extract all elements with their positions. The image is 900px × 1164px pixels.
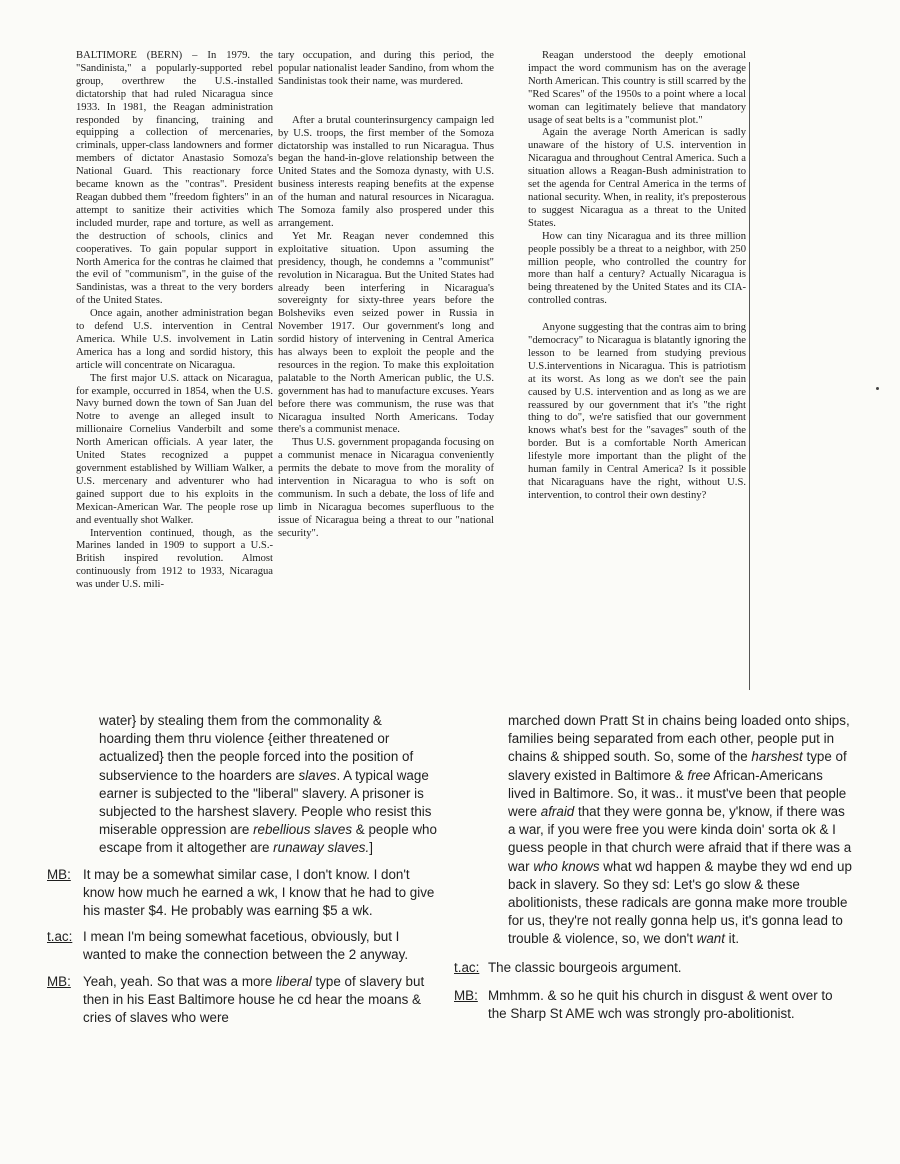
paragraph-text: – In 1979. the "Sandinista," a popularly-supported rebel group, overthrew the U.S.-installed dictatorship that had ruled Nicaragua since 1933. In 1981, the Reagan administration responded by financing, training and equipping a collection of mercenaries, criminals, upper-class landowners and former members of dictator Anastasio Somoza's National Guard. This reactionary force became known as the "contras". President Reagan dubbed them "freedom fighters" in an attempt to sanitize their activities which included murder, rape and torture, as well as the destruction of schools, clinics and cooperatives. To gain popular support in North America for the contras he claimed that the evil of "communism", in the guise of the Sandinistas, was a threat to the very borders of the United States. — [76, 50, 273, 307]
article-paragraph: Reagan understood the deeply emotional impact the word communism has on the average North American. This country is still scarred by the "Red Scares" of the 1950s to a point where a local woman can legitimately believe that mandatory usage of seat belts is a "communist plot." — [528, 50, 746, 126]
speech-fragment: it. — [724, 931, 740, 947]
speech-fragment: marched down Pratt St in chains being loaded onto ships, families being separated from each other, people put in chains & shipped south. So, some of the — [508, 713, 850, 765]
article-column-1 — [76, 50, 273, 592]
emphasis: liberal — [276, 973, 312, 989]
speech-fragment: Yeah, yeah. So that was a more — [83, 973, 277, 989]
article-paragraph: Yet Mr. Reagan never condemned this exploitative situation. Upon assuming the presidency, though, he condemns a "communist" revolution in Nicaragua. But the United States had already been interfering in Nicaragua's sovereignty for sixty-three years before the Bolsheviks even seized power in Russia in November 1917. Our government's long and sordid history of intervening in Central America has always been to exploit the people and the resources in the region. To make this exploitation palatable to the North American public, the U.S. government has had to manufacture excuses. Years before there was communism, the ruse was that Nicaragua insulted North Americans. Today there's a communist menace. — [278, 230, 494, 436]
article-paragraph: Again the average North American is sadly unaware of the history of U.S. intervention in Nicaragua and throughout Central America. Such a situation allows a Reagan-Bush administration to set the agenda for Central America in the terms of national security. When, in reality, it's preposterous to suggest Nicaragua as a threat to the United States. — [528, 127, 746, 229]
speech-text: It may be a somewhat similar case, I don't know. I don't know how much he earned a wk, I know that he had to give his master $4. He probably was earning $5 a wk. — [83, 866, 435, 919]
speaker-label: MB: — [47, 866, 71, 882]
article-paragraph: The first major U.S. attack on Nicaragua, for example, occurred in 1854, when the U.S. Navy burned down the town of San Juan del Notre to avenge an alleged insult to millionaire Cornelius Vanderbilt and some North American officials. A year later, the United States recognized a puppet government established by William Walker, a U.S. mercenary and adventurer who had gained support due to his exploits in the Mexican-American War. The people rose up and eventually shot Walker. — [76, 372, 273, 526]
speaker-label: MB: — [47, 973, 71, 989]
scan-speck — [876, 387, 879, 390]
emphasis: afraid — [540, 804, 575, 820]
newspaper-article — [76, 50, 746, 700]
speaker-label: MB: — [454, 987, 478, 1003]
transcript-left-column — [47, 712, 437, 1027]
emphasis: runaway slaves. — [273, 840, 370, 856]
speech-fragment: type of slavery existed in Baltimore & — [508, 749, 847, 783]
article-column-2 — [278, 50, 494, 541]
transcript-right-column — [454, 712, 854, 1023]
speech-text — [83, 973, 437, 1028]
quote-text: ] — [369, 840, 373, 856]
bracketed-quote — [99, 712, 437, 858]
dateline: BALTIMORE (BERN) — [76, 50, 183, 61]
speech-text: Mmhmm. & so he quit his church in disgust & went over to the Sharp St AME wch was strongly pro-abolitionist. — [488, 987, 833, 1022]
quote-text: & people who escape from it altogether are — [99, 822, 437, 856]
quote-text: . A typical wage earner is subjected to the "liberal" slavery. A prisoner is subjected to the harshest slavery. People who resist this miserable oppression are — [99, 767, 432, 838]
speaker-label: t.ac: — [454, 959, 480, 975]
emphasis: rebellious slaves — [253, 822, 353, 838]
speech-text: The classic bourgeois argument. — [488, 959, 682, 975]
article-paragraph: How can tiny Nicaragua and its three million people possibly be a threat to a neighbor, with 250 million people, who controlled the country for more than half a century? Actually Nicaragua is being threatened by the United States and its CIA-controlled contras. — [528, 230, 746, 307]
article-column-3 — [528, 50, 746, 503]
speech-fragment: African-Americans lived in Baltimore. So, it was.. it must've been that people were — [508, 767, 847, 820]
speech-entry — [454, 987, 854, 1023]
article-paragraph: tary occupation, and during this period, the popular nationalist leader Sandino, from whom the Sandinistas took their name, was murdered. — [278, 50, 494, 87]
quote-text: water} by stealing them from the commonality & hoarding them thru violence {either threatened or actualized} then the people forced into the position of subservience to the hoarders are — [99, 713, 414, 783]
speech-entry — [47, 973, 437, 1028]
emphasis: free — [687, 767, 711, 783]
column-rule — [749, 62, 750, 690]
article-paragraph: Once again, another administration began to defend U.S. intervention in Central America. While U.S. involvement in Latin America has a long and sordid history, this article will concentrate on Nicaragua. — [76, 308, 273, 371]
speech-entry — [454, 959, 854, 977]
emphasis: want — [696, 931, 725, 947]
emphasis: who knows — [533, 858, 600, 874]
speech-text: I mean I'm being somewhat facetious, obviously, but I wanted to make the connection between the 2 anyway. — [83, 929, 409, 963]
article-paragraph: Thus U.S. government propaganda focusing on a communist menace in Nicaragua conveniently permits the debate to move from the morality of intervention in Nicaragua to who is soft on communism. In such a debate, the loss of life and limb in Nicaragua becomes superfluous to the issue of Nicaragua being a threat to our "national security". — [278, 437, 494, 539]
article-paragraph: After a brutal counterinsurgency campaign led by U.S. troops, the first member of the Somoza dictatorship was installed to run Nicaragua. Thus began the hand-in-glove relationship between the United States and the Somoza dynasty, with U.S. business interests reaping benefits at the expense of the human and natural resources in Nicaragua. The Somoza family also prospered under this arrangement. — [278, 114, 494, 229]
speech-fragment: what wd happen & maybe they wd end up back in slavery. So they sd: Let's go slow & these abolitionists, these radicals are gonna make more trouble for us, they're not really gonna help us, it's gonna lead to trouble & violence, so, we don't — [508, 858, 852, 947]
article-paragraph — [76, 50, 273, 308]
emphasis: slaves — [298, 767, 337, 783]
article-paragraph: Anyone suggesting that the contras aim to bring "democracy" to Nicaragua is blatantly ignoring the lesson to be learned from studying previous U.S.interventions in Nicaragua. This is patriotism at its worst. As long as we don't see the pain caused by U.S. intervention and as long as we are reassured by our government that it's "the right thing to do", we're satisfied that our government knows what's best for the "savages" south of the border. But is a comfortable North American lifestyle more important than the plight of the human family in Central America? Is it possible that Nicaraguans have the right, without U.S. intervention, to control their own destiny? — [528, 322, 746, 501]
speech-entry — [47, 866, 437, 921]
speech-fragment: type of slavery but then in his East Baltimore house he cd hear the moans & cries of slaves who were — [83, 973, 425, 1026]
article-paragraph: Intervention continued, though, as the Marines landed in 1909 to support a U.S.-British inspired revolution. Almost continuously from 1912 to 1933, Nicaragua was under U.S. mili- — [76, 527, 273, 591]
continued-speech — [508, 712, 854, 949]
emphasis: harshest — [751, 749, 803, 765]
speech-entry — [47, 928, 437, 964]
speech-fragment: that they were gonna be, y'know, if there was a war, if you were free you were kinda doin' sorta ok & I guess people in that church were afraid that if there was a war — [508, 804, 852, 874]
speaker-label: t.ac: — [47, 929, 73, 945]
